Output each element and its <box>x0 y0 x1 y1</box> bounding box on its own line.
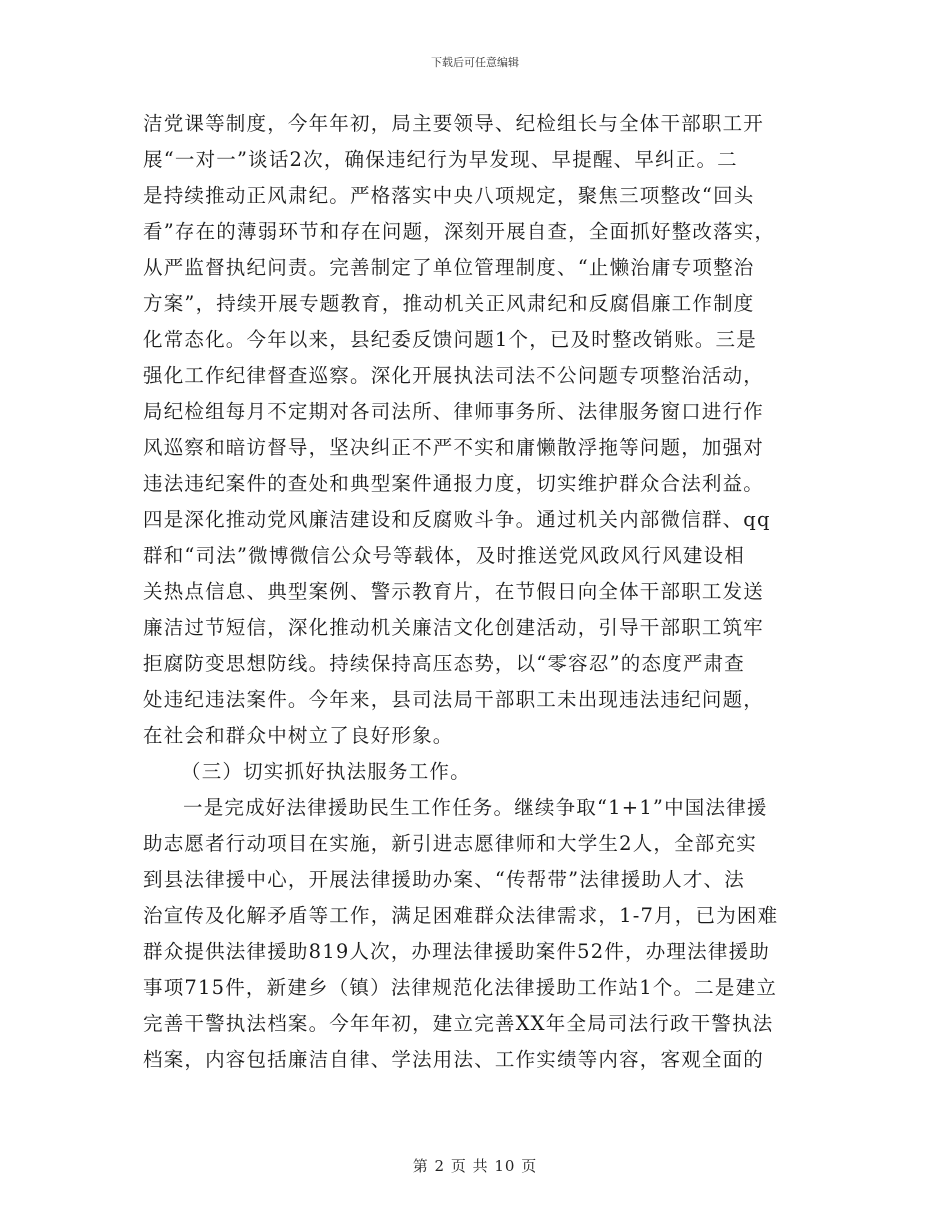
text-line: 群众提供法律援助819人次，办理法律援助案件52件，办理法律援助 <box>143 940 770 963</box>
text-line: 助志愿者行动项目在实施，新引进志愿律师和大学生2人，全部充实 <box>143 832 757 855</box>
text-line: 关热点信息、典型案例、警示教育片，在节假日向全体干部职工发送 <box>143 580 765 603</box>
text-line: 事项715件，新建乡（镇）法律规范化法律援助工作站1个。二是建立 <box>143 976 778 999</box>
text-line: 廉洁过节短信，深化推动机关廉洁文化创建活动，引导干部职工筑牢 <box>143 616 765 639</box>
text-line: 化常态化。今年以来，县纪委反馈问题1个，已及时整改销账。三是 <box>143 328 757 351</box>
text-line: 档案，内容包括廉洁自律、学法用法、工作实绩等内容，客观全面的 <box>143 1048 765 1071</box>
text-line: 局纪检组每月不定期对各司法所、律师事务所、法律服务窗口进行作 <box>143 400 765 423</box>
text-line: 拒腐防变思想防线。持续保持高压态势，以“零容忍”的态度严肃查 <box>143 652 745 675</box>
text-line: 完善干警执法档案。今年年初，建立完善XX年全局司法行政干警执法 <box>143 1012 774 1035</box>
text-line: 治宣传及化解矛盾等工作，满足困难群众法律需求，1-7月，已为困难 <box>143 904 779 927</box>
text-line: 四是深化推动党风廉洁建设和反腐败斗争。通过机关内部微信群、qq <box>143 508 771 531</box>
text-line: 从严监督执纪问责。完善制定了单位管理制度、“止懒治庸专项整治 <box>143 256 755 279</box>
text-line: 洁党课等制度，今年年初，局主要领导、纪检组长与全体干部职工开 <box>143 112 765 135</box>
text-line: 到县法律援中心，开展法律援助办案、“传帮带”法律援助人才、法 <box>143 868 745 891</box>
text-line: 风巡察和暗访督导，坚决纠正不严不实和庸懒散浮拖等问题，加强对 <box>143 436 765 459</box>
text-line: 展“一对一”谈话2次，确保违纪行为早发现、早提醒、早纠正。二 <box>143 148 738 171</box>
document-body <box>143 106 811 1078</box>
text-line: 在社会和群众中树立了良好形象。 <box>143 724 454 747</box>
text-line: 群和“司法”微博微信公众号等载体，及时推送党风政风行风建设相 <box>143 544 745 567</box>
page-header: 下载后可任意编辑 <box>431 56 519 69</box>
paragraph-first-line: 一是完成好法律援助民生工作任务。继续争取“1+1”中国法律援 <box>183 796 768 819</box>
text-line: 强化工作纪律督查巡察。深化开展执法司法不公问题专项整治活动， <box>143 364 765 387</box>
text-line: 方案”，持续开展专题教育，推动机关正风肃纪和反腐倡廉工作制度 <box>143 292 755 315</box>
text-line: 看”存在的薄弱环节和存在问题，深刻开展自查，全面抓好整改落实， <box>143 220 776 243</box>
text-line: 是持续推动正风肃纪。严格落实中央八项规定，聚焦三项整改“回头 <box>143 184 755 207</box>
text-line: 违法违纪案件的查处和典型案件通报力度，切实维护群众合法利益。 <box>143 472 765 495</box>
section-heading: （三）切实抓好执法服务工作。 <box>181 760 471 783</box>
page-footer: 第 2 页 共 10 页 <box>412 1157 538 1175</box>
text-line: 处违纪违法案件。今年来，县司法局干部职工未出现违法违纪问题， <box>143 688 765 711</box>
